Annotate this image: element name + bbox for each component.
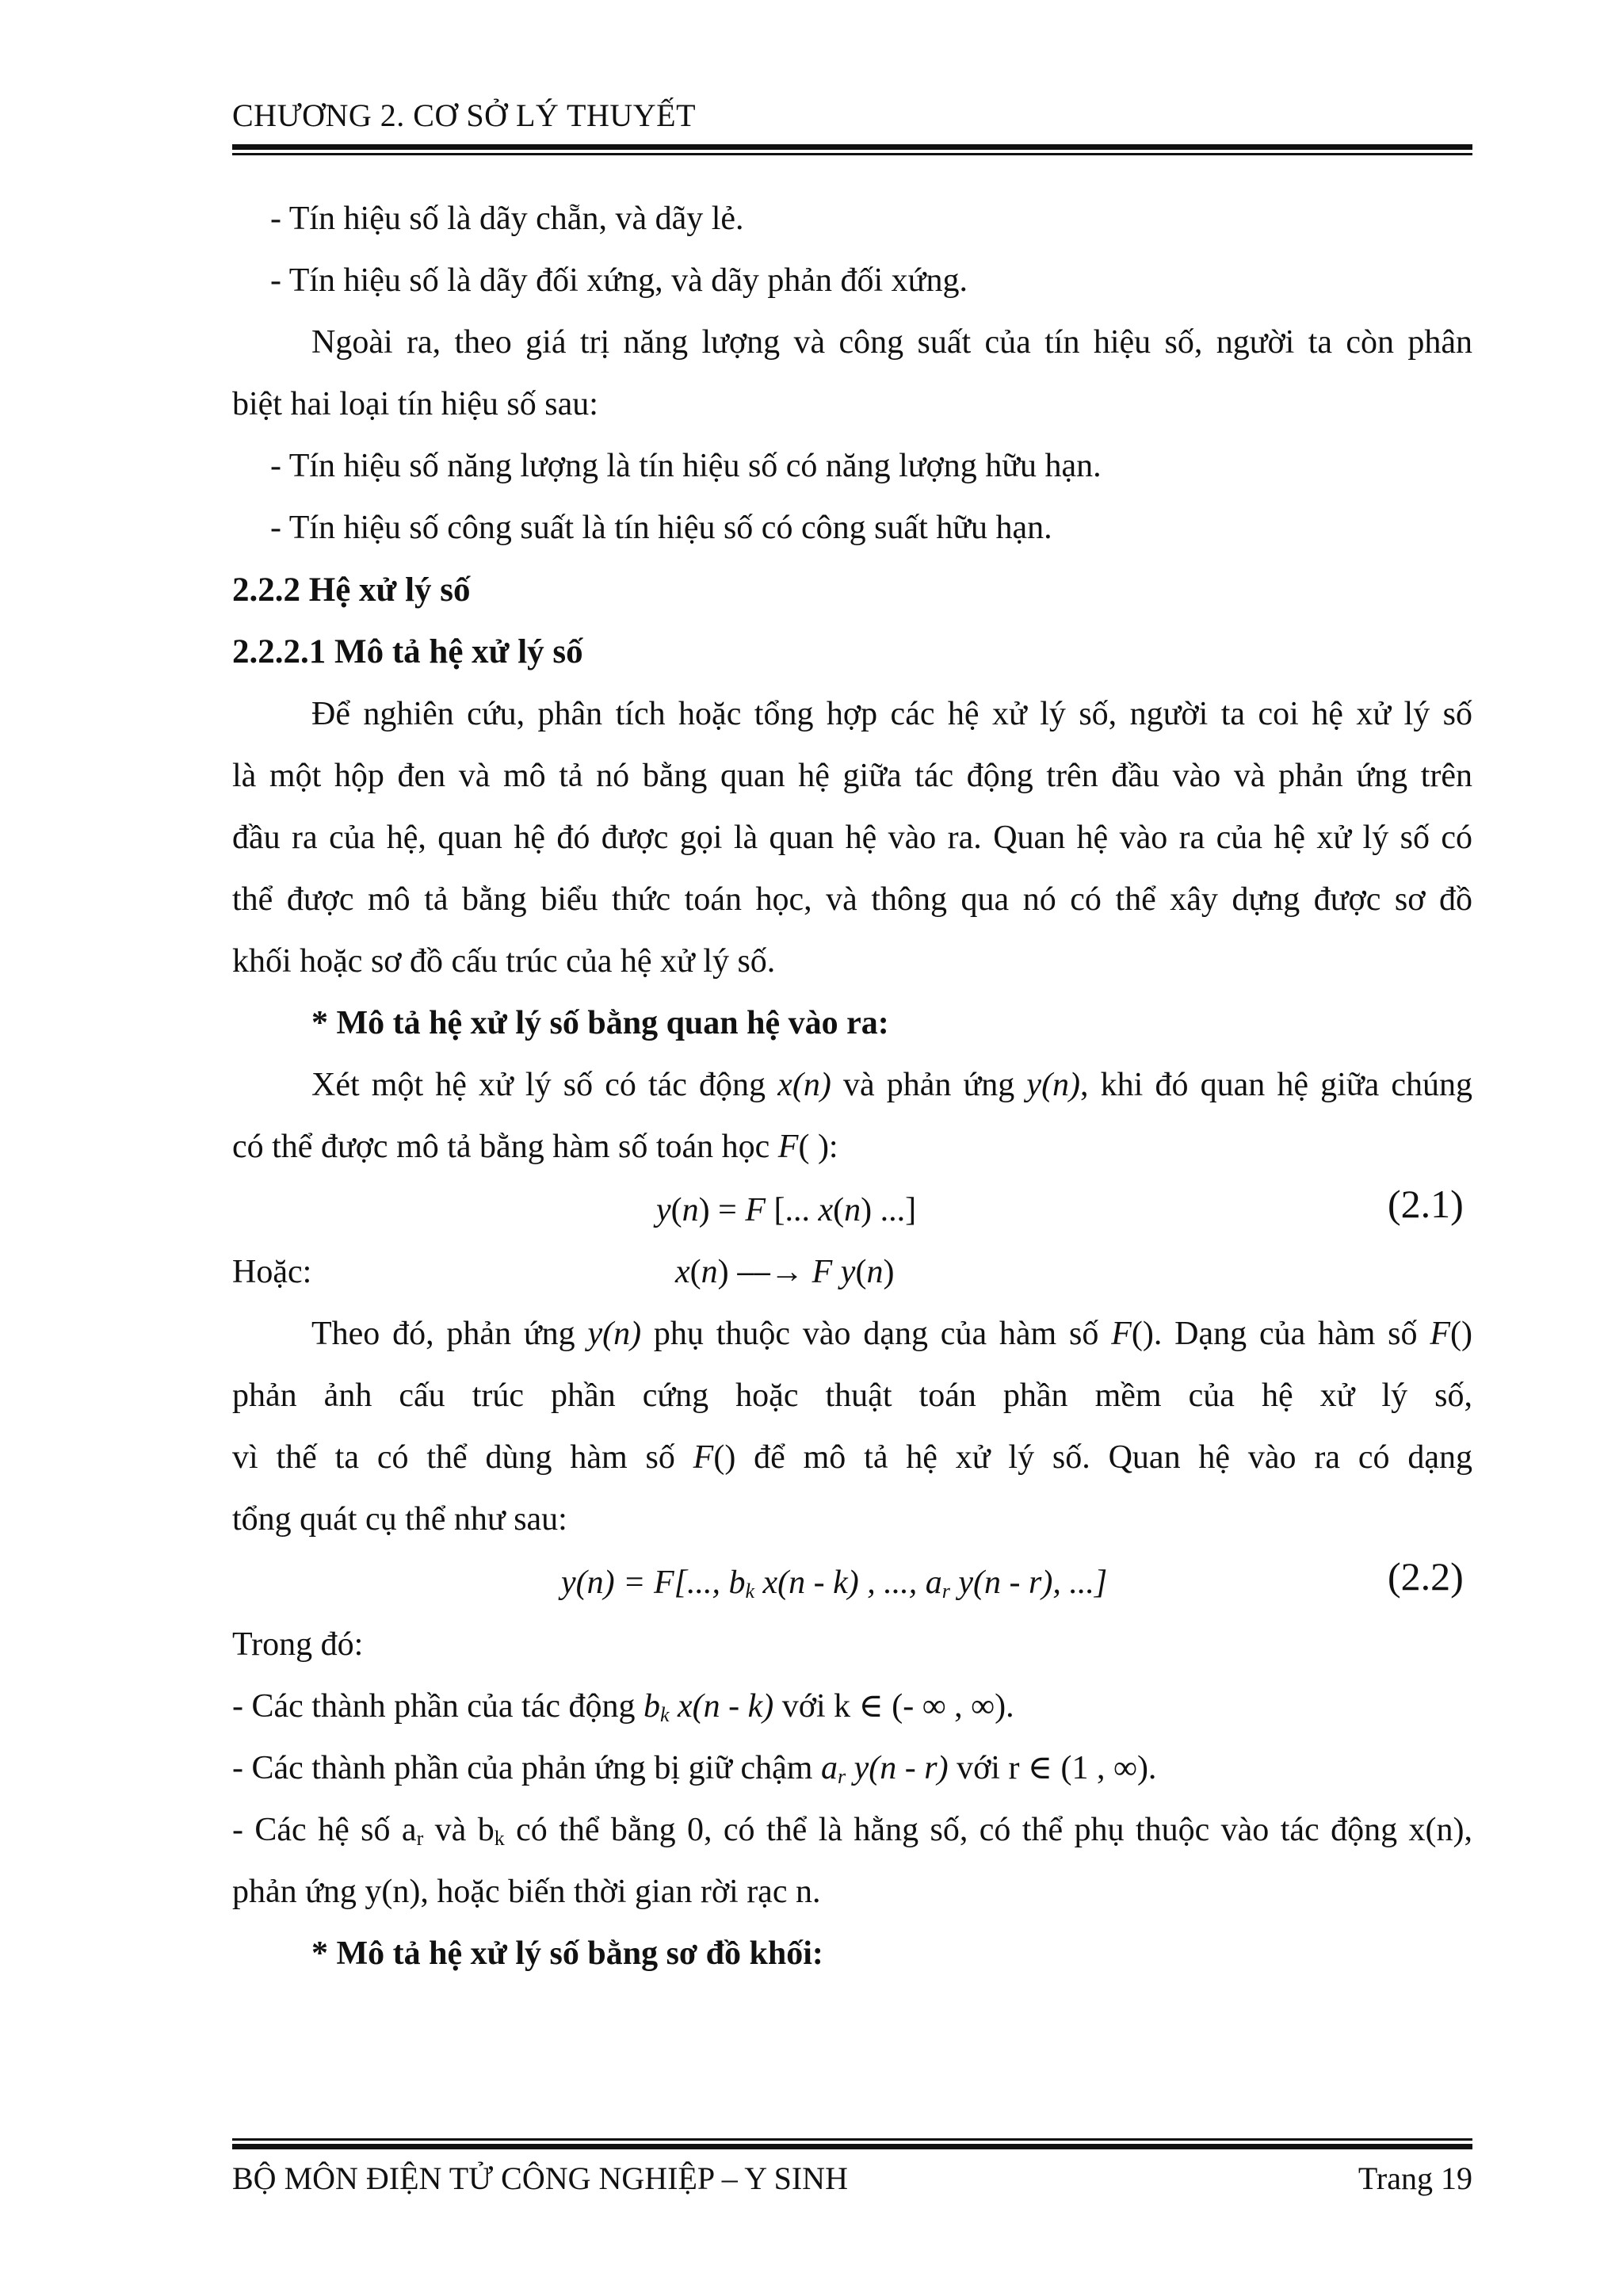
- equation-2-1: y(n) = F [... x(n) ...]: [656, 1192, 917, 1228]
- equation-number-2-1: (2.1): [1388, 1182, 1464, 1226]
- equation-number-2-2: (2.2): [1388, 1554, 1464, 1599]
- paragraph-response-line-4: tổng quát cụ thể như sau:: [232, 1501, 567, 1538]
- item-coefficients-line-1: - Các hệ số $a_r$ và $b_k$ có thể bằng 0, có thể là hằng số, có thể phụ thuộc vào tác động x(n),: [232, 1812, 1472, 1850]
- label-trong-do: Trong đó:: [232, 1626, 364, 1663]
- footer-rule-thin: [232, 2138, 1472, 2141]
- paragraph-description-line-1: Để nghiên cứu, phân tích hoặc tổng hợp các hệ xử lý số, người ta coi hệ xử lý số: [311, 696, 1472, 732]
- item-delayed-response: - Các thành phần của phản ứng bị giữ chậm $a_r$ y(n - r) với r ∈ (1 , ∞).: [232, 1750, 1157, 1788]
- label-hoac: Hoặc:: [232, 1254, 312, 1290]
- paragraph-io-line-1: Xét một hệ xử lý số có tác động x(n) và phản ứng y(n), khi đó quan hệ giữa chúng: [311, 1067, 1473, 1103]
- section-heading-2-2-2: 2.2.2 Hệ xử lý số: [232, 571, 471, 609]
- paragraph-description-line-3: đầu ra của hệ, quan hệ đó được gọi là quan hệ vào ra. Quan hệ vào ra của hệ xử lý số có: [232, 819, 1472, 856]
- chapter-header: CHƯƠNG 2. CƠ SỞ LÝ THUYẾT: [232, 97, 697, 133]
- equation-2-1-alt: x(n) ⎯⎯→ F y(n): [675, 1254, 895, 1290]
- item-input-components: - Các thành phần của tác động $b_k$ x(n - k) với k ∈ (- ∞ , ∞).: [232, 1688, 1014, 1726]
- paragraph-description-line-2: là một hộp đen và mô tả nó bằng quan hệ giữa tác động trên đầu vào và phản ứng trên: [232, 758, 1472, 794]
- header-rule-thin: [232, 153, 1472, 155]
- paragraph-description-line-4: thể được mô tả bằng biểu thức toán học, và thông qua nó có thể xây dựng được sơ đồ: [232, 881, 1472, 918]
- paragraph-energy-line-2: biệt hai loại tín hiệu số sau:: [232, 386, 598, 422]
- header-rule-thick: [232, 144, 1472, 150]
- footer-rule-thick: [232, 2144, 1472, 2149]
- bullet-even-odd: - Tín hiệu số là dãy chẵn, và dãy lẻ.: [270, 201, 744, 237]
- paragraph-description-line-5: khối hoặc sơ đồ cấu trúc của hệ xử lý số.: [232, 943, 776, 980]
- bullet-energy-signal: - Tín hiệu số năng lượng là tín hiệu số có năng lượng hữu hạn.: [270, 448, 1102, 484]
- subheading-io-relation: * Mô tả hệ xử lý số bằng quan hệ vào ra:: [311, 1005, 889, 1041]
- paragraph-energy-line-1: Ngoài ra, theo giá trị năng lượng và công suất của tín hiệu số, người ta còn phân: [311, 324, 1472, 361]
- paragraph-response-line-3: vì thế ta có thể dùng hàm số F() để mô tả hệ xử lý số. Quan hệ vào ra có dạng: [232, 1439, 1472, 1476]
- item-coefficients-line-2: phản ứng y(n), hoặc biến thời gian rời rạc n.: [232, 1874, 821, 1910]
- equation-2-2: y(n) = F[..., $b_k$ x(n - k) , ..., $a_r$ y(n - r), ...]: [561, 1564, 1108, 1603]
- footer-department: BỘ MÔN ĐIỆN TỬ CÔNG NGHIỆP – Y SINH: [232, 2160, 848, 2196]
- paragraph-response-line-1: Theo đó, phản ứng y(n) phụ thuộc vào dạng của hàm số F(). Dạng của hàm số F(): [311, 1316, 1472, 1352]
- paragraph-io-line-2: có thể được mô tả bằng hàm số toán học F( ):: [232, 1129, 838, 1165]
- section-heading-2-2-2-1: 2.2.2.1 Mô tả hệ xử lý số: [232, 633, 583, 670]
- paragraph-response-line-2: phản ảnh cấu trúc phần cứng hoặc thuật toán phần mềm của hệ xử lý số,: [232, 1377, 1472, 1414]
- page-number: Trang 19: [1358, 2160, 1472, 2196]
- subheading-block-diagram: * Mô tả hệ xử lý số bằng sơ đồ khối:: [311, 1935, 823, 1972]
- bullet-power-signal: - Tín hiệu số công suất là tín hiệu số có công suất hữu hạn.: [270, 510, 1052, 546]
- bullet-symmetric: - Tín hiệu số là dãy đối xứng, và dãy phản đối xứng.: [270, 262, 968, 299]
